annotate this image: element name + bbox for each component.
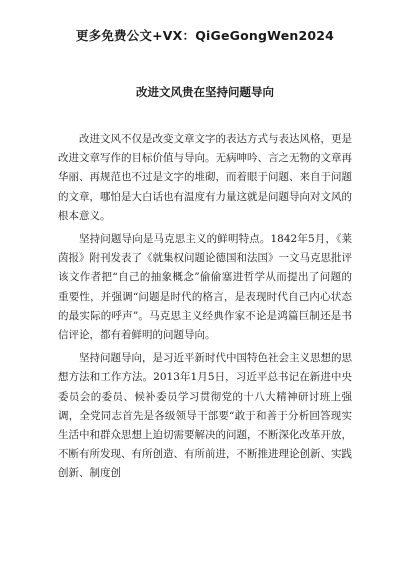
body-paragraph-3: 坚持问题导向，是习近平新时代中国特色社会主义思想的思想方法和工作方法。2013年1月5日，习近平总书记在新进中央委员会的委员、候补委员学习贯彻党的十八大精神研讨班上强调，全党同志首先是各级领导干部要“敢于和善于分析回答现实生活中和群众思想上迫切需要解决的问题，不断深化改革开放，不断有所发现、有所创造、有所前进，不断推进理论创新、实践创新、制度创 bbox=[58, 352, 352, 480]
promo-header: 更多免费公文+VX：QiGeGongWen2024 bbox=[75, 28, 335, 43]
body-paragraph-1: 改进文风不仅是改变文章文字的表达方式与表达风格，更是改进文章写作的目标价值与导向。无病呻吟、言之无物的文章再华丽、再规范也不过是文字的堆砌，而着眼于问题、来自于问题的文章，哪怕是大白话也有温度有力量这就是问题导向对文风的根本意义。 bbox=[58, 133, 352, 222]
document-title: 改进文风贵在坚持问题导向 bbox=[136, 85, 274, 99]
body-paragraph-2: 坚持问题导向是马克思主义的鲜明特点。1842年5月，《莱茵报》附刊发表了《就集权问题论德国和法国》一文马克思批评该文作者把“自己的抽象概念”偷偷塞进哲学从而提出了问题的重要性，并强调“问题是时代的格言，是表现时代自己内心状态的最实际的呼声”。马克思主义经典作家不论是鸿篇巨制还是书信评论，都有着鲜明的问题导向。 bbox=[58, 233, 352, 342]
